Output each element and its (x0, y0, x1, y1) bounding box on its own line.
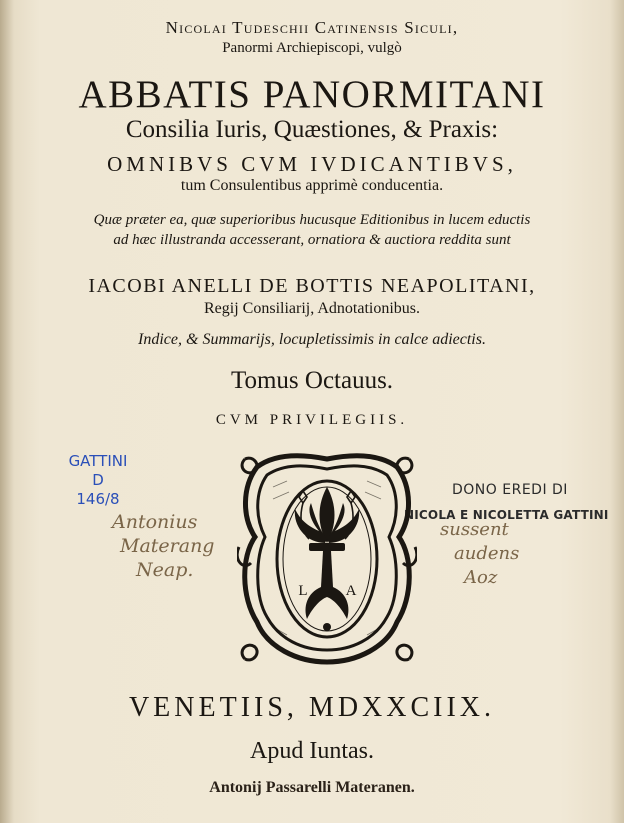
printers-mark-ornament (237, 447, 417, 671)
volume-label: Tomus Octauus. (230, 367, 394, 394)
printers-mark-initial-left: L (298, 583, 308, 599)
shelfmark-line: D (92, 471, 104, 489)
editor-name: IACOBI ANELLI DE BOTTIS NEAPOLITANI, (88, 275, 536, 297)
audience-subline: tum Consulentibus apprimè conducentia. (180, 177, 444, 194)
ownership-line: sussent (440, 519, 509, 540)
ownership-line: Neap. (136, 559, 194, 581)
ownership-line: Antonius (112, 511, 198, 533)
shelfmark (58, 452, 138, 509)
shelfmark-line: 146/8 (76, 490, 120, 508)
ownership-line: Aoz (464, 567, 498, 588)
printers-mark-initial-right: A (345, 583, 357, 599)
owner-signature: Antonij Passarelli Materanen. (209, 779, 415, 796)
author-line: Nicolai Tudeschii Catinensis Siculi, (165, 18, 459, 37)
edition-note-line-2: ad hæc illustranda accesserant, ornatiora & auctiora reddita sunt (113, 232, 511, 248)
audience-heading: OMNIBVS CVM IVDICANTIBVS, (107, 152, 517, 176)
imprint-publisher: Apud Iuntas. (250, 738, 374, 764)
ownership-line: Materang (120, 535, 215, 557)
privilege-line: CVM PRIVILEGIIS. (215, 412, 409, 428)
donation-stamp-line-2: NICOLA E NICOLETTA GATTINI (404, 508, 609, 522)
ownership-line: audens (454, 543, 520, 564)
index-note: Indice, & Summarijs, locupletissimis in calce adiectis. (138, 331, 486, 348)
shelfmark-line: GATTINI (68, 452, 128, 470)
imprint-place-date: VENETIIS, MDXXCIIX. (128, 692, 496, 723)
ownership-note-left (112, 510, 214, 582)
ownership-note-right (440, 518, 519, 590)
office-line: Panormi Archiepiscopi, vulgò (222, 40, 402, 56)
edition-note-line-1: Quæ præter ea, quæ superioribus hucusque Editionibus in lucem eductis (93, 212, 531, 228)
sub-title: Consilia Iuris, Quæstiones, & Praxis: (125, 116, 499, 143)
donation-stamp-line-1: DONO EREDI DI (452, 482, 568, 498)
main-title: ABBATIS PANORMITANI (78, 73, 546, 116)
editor-role: Regij Consiliarij, Adnotationibus. (204, 300, 420, 317)
